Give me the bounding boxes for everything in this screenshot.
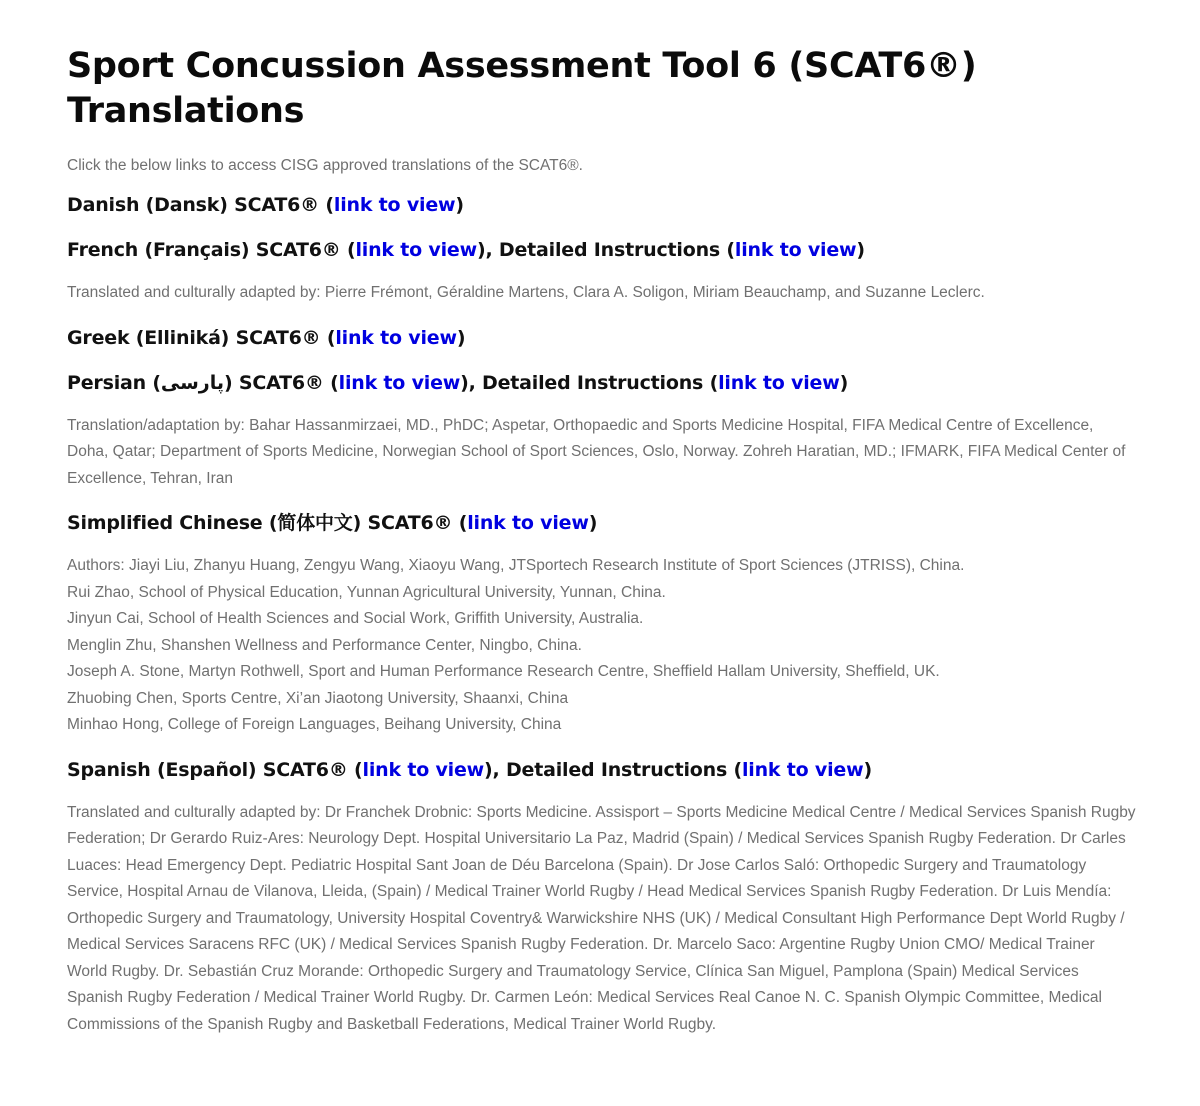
intro-text: Click the below links to access CISG approved translations of the SCAT6®. <box>67 157 583 174</box>
chinese-credit-line: Rui Zhao, School of Physical Education, Yunnan Agricultural University, Yunnan, China. <box>67 583 666 601</box>
spanish-label: Spanish (Español) SCAT6® ( <box>67 758 363 781</box>
page-title: Sport Concussion Assessment Tool 6 (SCAT6®) Translations <box>67 46 977 131</box>
spanish-heading: Spanish (Español) SCAT6® (link to view), Detailed Instructions (link to view) <box>67 758 872 781</box>
spanish-instructions-link[interactable]: link to view <box>741 758 864 781</box>
french-heading: French (Français) SCAT6® (link to view), Detailed Instructions (link to view) <box>67 239 865 261</box>
persian-label: Persian (پارسی) SCAT6® ( <box>67 371 339 394</box>
persian-heading: Persian (پارسی) SCAT6® (link to view), Detailed Instructions (link to view) <box>67 371 849 394</box>
danish-heading: Danish (Dansk) SCAT6® (link to view) <box>67 194 464 216</box>
danish-label: Danish (Dansk) SCAT6® ( <box>67 194 334 216</box>
french-instructions-link[interactable]: link to view <box>734 239 857 261</box>
chinese-heading: Simplified Chinese (简体中文) SCAT6® (link to view) <box>67 512 598 534</box>
greek-heading: Greek (Elliniká) SCAT6® (link to view) <box>67 326 466 349</box>
french-label: French (Français) SCAT6® ( <box>67 239 356 261</box>
chinese-scat6-link[interactable]: link to view <box>467 512 589 534</box>
greek-label: Greek (Elliniká) SCAT6® ( <box>67 326 336 349</box>
chinese-credit-line: Joseph A. Stone, Martyn Rothwell, Sport and Human Performance Research Centre, Sheffield Hallam University, Sheffield, UK. <box>67 663 940 680</box>
chinese-credit-line: Menglin Zhu, Shanshen Wellness and Performance Center, Ningbo, China. <box>67 636 582 654</box>
chinese-credit <box>67 553 1137 739</box>
french-credit: Translated and culturally adapted by: Pierre Frémont, Géraldine Martens, Clara A. Soligon, Miriam Beauchamp, and Suzanne Leclerc. <box>67 284 985 301</box>
chinese-credit-line: Jinyun Cai, School of Health Sciences and Social Work, Griffith University, Australia. <box>67 610 644 627</box>
danish-scat6-link[interactable]: link to view <box>333 194 456 216</box>
greek-scat6-link[interactable]: link to view <box>335 326 457 349</box>
spanish-scat6-link[interactable]: link to view <box>362 758 485 781</box>
chinese-credit-line: Minhao Hong, College of Foreign Languages, Beihang University, China <box>67 716 562 733</box>
persian-scat6-link[interactable]: link to view <box>338 371 461 394</box>
chinese-credit-line: Authors: Jiayi Liu, Zhanyu Huang, Zengyu Wang, Xiaoyu Wang, JTSportech Research Institute of Sport Sciences (JTRISS), China. <box>67 557 965 574</box>
chinese-credit-line: Zhuobing Chen, Sports Centre, Xi’an Jiaotong University, Shaanxi, China <box>67 689 569 707</box>
persian-credit: Translation/adaptation by: Bahar Hassanmirzaei, MD., PhDC; Aspetar, Orthopaedic and Sports Medicine Hospital, FIFA Medical Centre of Excellence, Doha, Qatar; Department of Sports Medicine, Norwegian School of Sport Sciences, Oslo, Norway. Zohreh Haratian, MD.; IFMARK, FIFA Medical Center of Excellence, Tehran, Iran <box>67 416 1126 487</box>
spanish-credit: Translated and culturally adapted by: Dr Franchek Drobnic: Sports Medicine. Assisport – Sports Medicine Medical Centre / Medical Services Spanish Rugby Federation; Dr Gerardo Ruiz-Ares: Neurology Dept. Hospital Universitario La Paz, Madrid (Spain) / Medical Services Spanish Rugby Federation. Dr Carles Luaces: Head Emergency Dept. Pediatric Hospital Sant Joan de Déu Barcelona (Spain). Dr Jose Carlos Saló: Orthopedic Surgery and Traumatology Service, Hospital Arnau de Vilanova, Lleida, (Spain) / Medical Trainer World Rugby / Head Medical Services Spanish Rugby Federation. Dr Luis Mendía: Orthopedic Surgery and Traumatology, University Hospital Coventry& Warwickshire NHS (UK) / Medical Consultant High Performance Dept World Rugby / Medical Services Saracens RFC (UK) / Medical Services Spanish Rugby Federation. Dr. Marcelo Saco: Argentine Rugby Union CMO/ Medical Trainer World Rugby. Dr. Sebastián Cruz Morande: Orthopedic Surgery and Traumatology Service, Clínica San Miguel, Pamplona (Spain) Medical Services Spanish Rugby Federation / Medical Trainer World Rugby. Dr. Carmen León: Medical Services Real Canoe N. C. Spanish Olympic Committee, Medical Commissions of the Spanish Rugby and Basketball Federations, Medical Trainer World Rugby. <box>67 803 1136 1033</box>
french-scat6-link[interactable]: link to view <box>355 239 477 261</box>
persian-instructions-link[interactable]: link to view <box>718 371 840 394</box>
chinese-label: Simplified Chinese (简体中文) SCAT6® ( <box>67 512 468 534</box>
